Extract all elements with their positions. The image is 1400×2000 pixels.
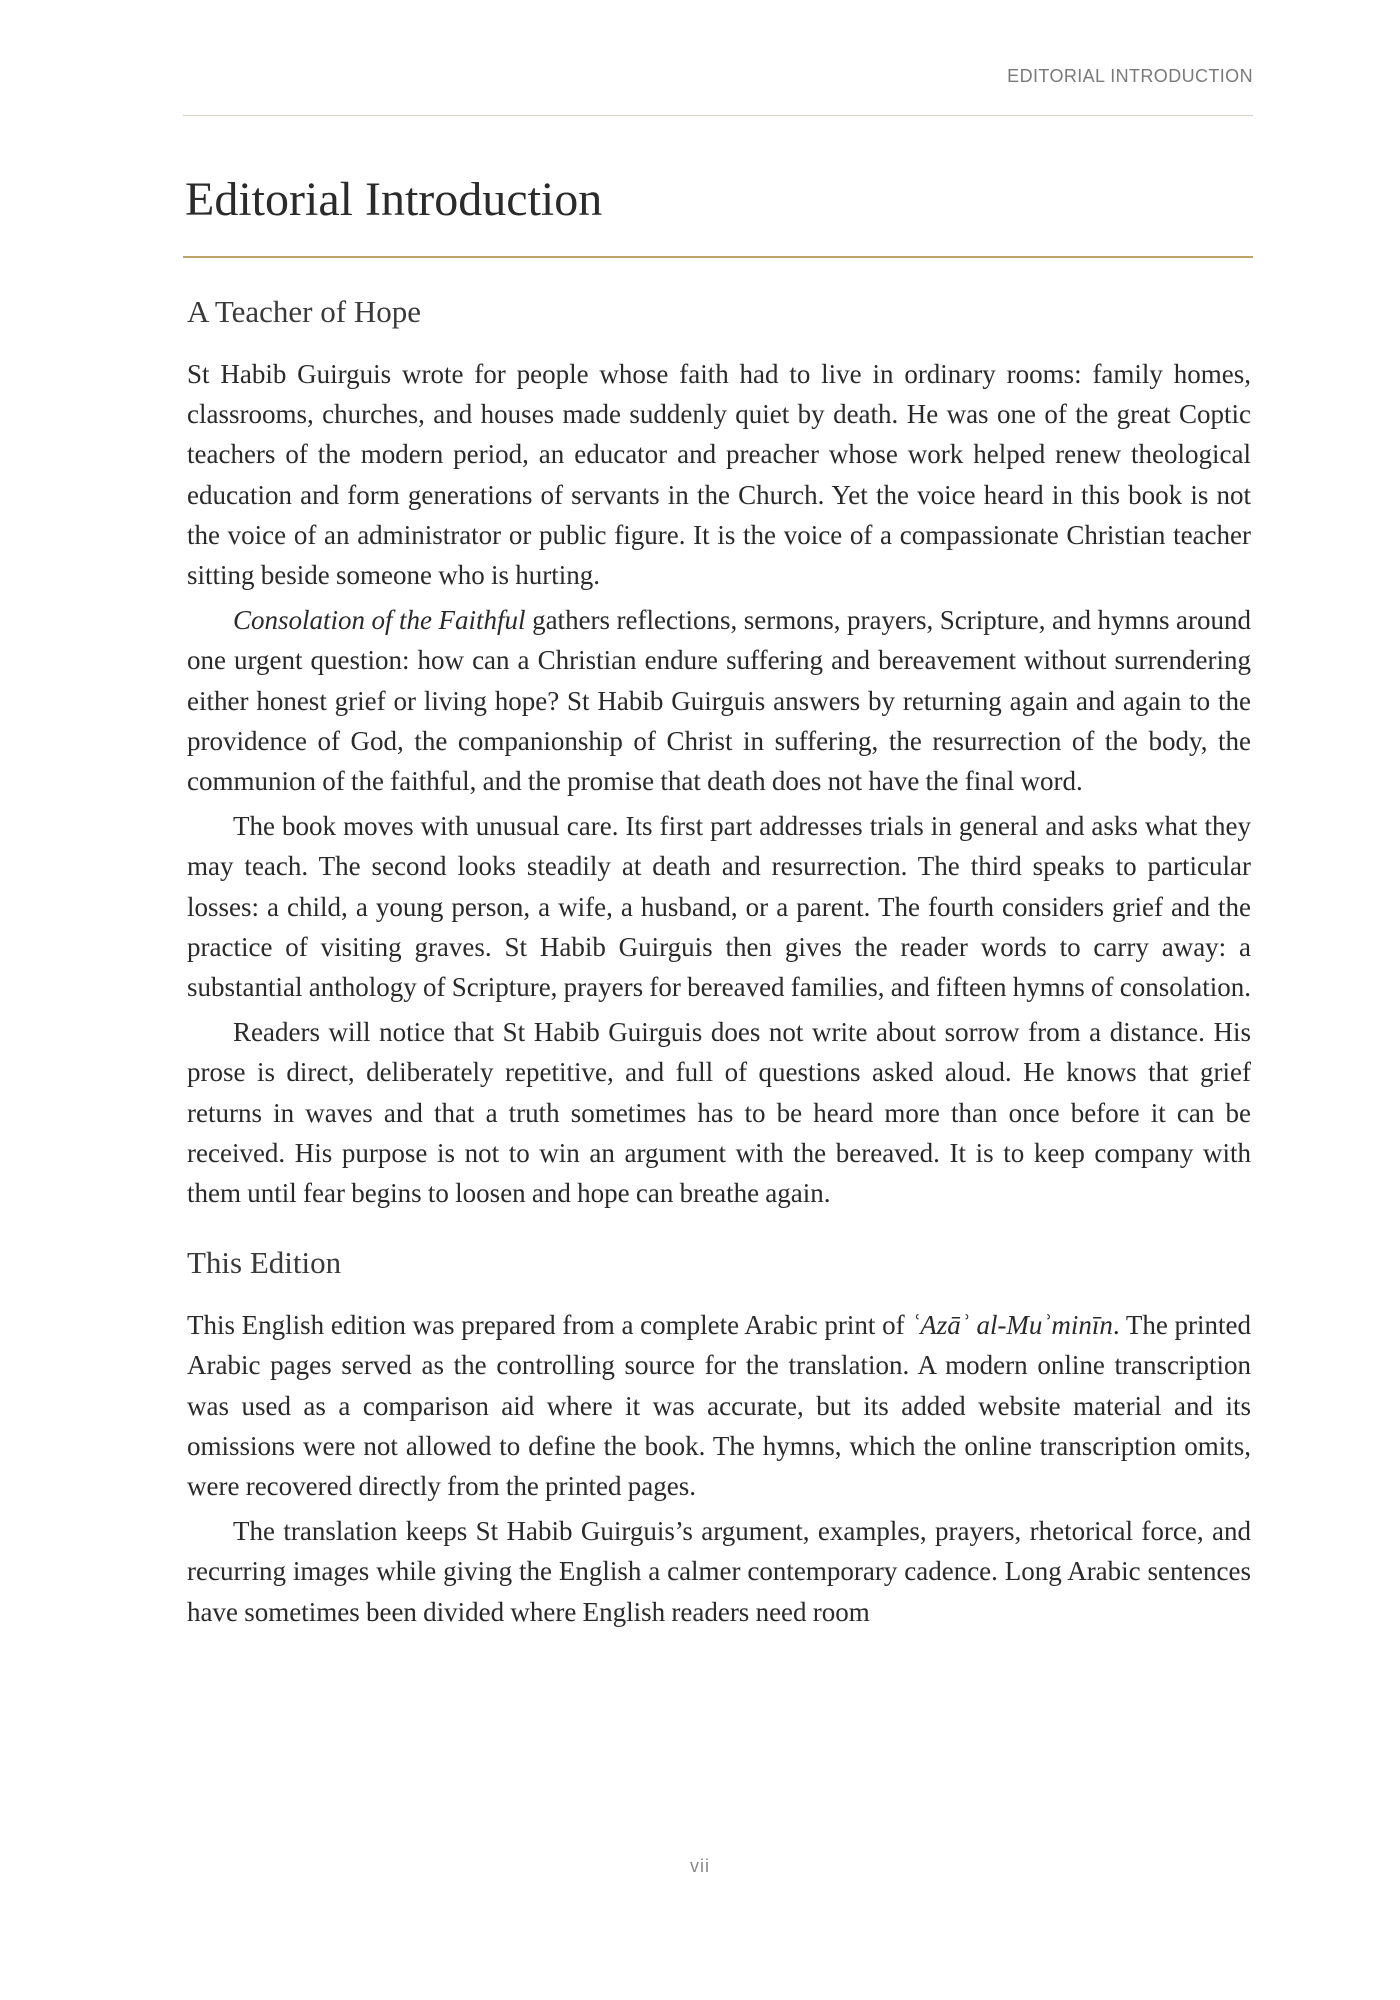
arabic-title-italic: ʿAzāʾ al-Muʾminīn [911, 1310, 1113, 1341]
chapter-title: Editorial Introduction [185, 173, 603, 226]
paragraph: St Habib Guirguis wrote for people whose faith had to live in ordinary rooms: family homes, classrooms, churches, and houses made suddenly quiet by death. He was one of the great Coptic teachers of the modern period, an educator and preacher whose work helped renew theological education and form generations of servants in the Church. Yet the voice heard in this book is not the voice of an administrator or public figure. It is the voice of a compassionate Christian teacher sitting beside someone who is hurting. [187, 359, 1251, 591]
paragraph-text: This English edition was prepared from a complete Arabic print of [187, 1310, 912, 1341]
running-head: EDITORIAL INTRODUCTION [1007, 66, 1253, 86]
chapter-title-rule [183, 256, 1253, 258]
paragraph: Readers will notice that St Habib Guirguis does not write about sorrow from a distance. His prose is direct, deliberately repetitive, and full of questions asked aloud. He knows that grief returns in waves and that a truth sometimes has to be heard more than once before it can be received. His purpose is not to win an argument with the bereaved. It is to keep company with them until fear begins to loosen and hope can breathe again. [187, 1017, 1251, 1209]
running-head-rule [183, 115, 1253, 116]
paragraph: The book moves with unusual care. Its first part addresses trials in general and asks what they may teach. The second looks steadily at death and resurrection. The third speaks to particular losses: a child, a young person, a wife, a husband, or a parent. The fourth considers grief and the practice of visiting graves. St Habib Guirguis then gives the reader words to carry away: a substantial anthology of Scripture, prayers for bereaved families, and fifteen hymns of consolation. [187, 811, 1251, 1003]
paragraph-text: gathers reflections, sermons, prayers, Scripture, and hymns around one urgent question: how can a Christian endure suffering and bereavement without surrendering either honest grief or living hope? St Habib Guirguis answers by returning again and again to the providence of God, the companionship of Christ in suffering, the resurrection of the body, the communion of the faithful, and the promise that death does not have the final word. [187, 605, 1251, 797]
paragraph: The translation keeps St Habib Guirguis’s argument, examples, prayers, rhetorical force, and recurring images while giving the English a calmer contemporary cadence. Long Arabic sentences have sometimes been divided where English readers need room [187, 1516, 1251, 1627]
section-heading-teacher-of-hope: A Teacher of Hope [187, 294, 421, 329]
paragraph [187, 600, 1251, 801]
paragraph [187, 1305, 1251, 1506]
section-heading-this-edition: This Edition [187, 1245, 342, 1281]
paragraph-text: . The printed Arabic pages served as the controlling source for the translation. A modern online transcription was used as a comparison aid where it was accurate, but its added website material and its omissions were not allowed to define the book. The hymns, which the online transcription omits, were recovered directly from the printed pages. [187, 1310, 1251, 1502]
body-text [187, 290, 1251, 1637]
book-title-italic: Consolation of the Faithful [233, 605, 526, 636]
page-number: vii [690, 1856, 710, 1876]
